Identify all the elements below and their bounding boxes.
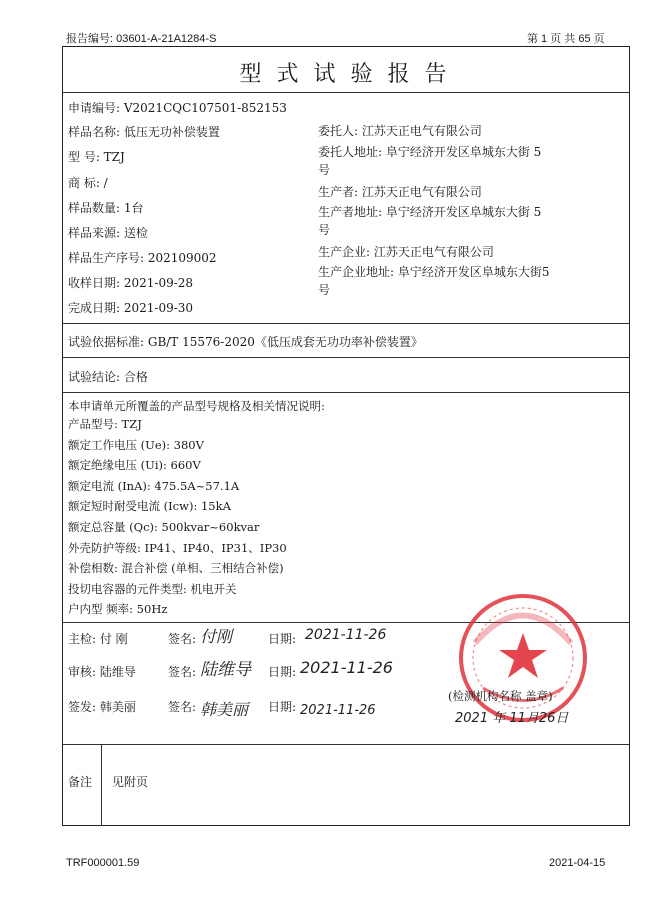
inspector: 主检: 付 刚 — [68, 632, 128, 646]
spec-line: 户内型 频率: 50Hz — [68, 602, 168, 617]
info-divider — [62, 323, 629, 324]
specs-list — [68, 416, 287, 622]
seal-date: 2021 年 11月26日 — [455, 711, 569, 726]
apply-number: 申请编号: V2021CQC107501-852153 — [68, 101, 287, 115]
spec-line: 额定电流 (InA): 475.5A~57.1A — [68, 478, 240, 493]
serial-number: 样品生产序号: 202109002 — [68, 251, 217, 265]
signature-divider — [62, 744, 629, 745]
spec-line: 额定绝缘电压 (Ui): 660V — [68, 458, 201, 473]
spec-line: 产品型号: TZJ — [68, 417, 142, 431]
producer-address: 生产者地址: 阜宁经济开发区阜城东大街 5 — [318, 205, 542, 219]
spec-line: 外壳防护等级: IP41、IP40、IP31、IP30 — [68, 540, 287, 555]
reviewer-signature: 陆维导 — [200, 660, 251, 680]
inspector-sign-label: 签名: — [168, 632, 197, 646]
client: 委托人: 江苏天正电气有限公司 — [318, 124, 482, 138]
reviewer-date: 2021-11-26 — [300, 658, 393, 677]
spec-line: 额定总容量 (Qc): 500kvar~60kvar — [68, 519, 260, 534]
form-date: 2021-04-15 — [549, 857, 606, 869]
spec-line: 额定工作电压 (Ue): 380V — [68, 437, 204, 452]
inspector-date-label: 日期: — [268, 632, 297, 646]
spec-line: 补偿相数: 混合补偿 (单相、三相结合补偿) — [68, 561, 284, 576]
producer: 生产者: 江苏天正电气有限公司 — [318, 185, 482, 199]
approver: 签发: 韩美丽 — [68, 700, 136, 714]
spec-line: 投切电容器的元件类型: 机电开关 — [68, 581, 237, 596]
model: 型 号: TZJ — [68, 150, 125, 164]
sample-name: 样品名称: 低压无功补偿装置 — [68, 125, 220, 139]
form-code: TRF000001.59 — [66, 857, 140, 869]
seal-caption: (检测机构名称 盖章) — [448, 689, 553, 703]
test-standard: 试验依据标准: GB/T 15576-2020《低压成套无功功率补偿装置》 — [68, 335, 423, 349]
notes-divider — [101, 744, 102, 825]
manufacturer-address: 生产企业地址: 阜宁经济开发区阜城东大街5 — [318, 265, 550, 279]
received-date: 收样日期: 2021-09-28 — [68, 276, 194, 290]
reviewer-sign-label: 签名: — [168, 665, 197, 679]
conclusion-divider — [62, 392, 629, 393]
completed-date: 完成日期: 2021-09-30 — [68, 301, 194, 315]
report-number: 报告编号: 03601-A-21A1284-S — [66, 33, 217, 45]
specs-intro: 本申请单元所覆盖的产品型号规格及相关情况说明: — [68, 399, 325, 413]
client-address: 委托人地址: 阜宁经济开发区阜城东大街 5 — [318, 145, 542, 159]
approver-signature: 韩美丽 — [200, 700, 249, 719]
inspector-signature: 付刚 — [200, 627, 233, 646]
spec-line: 额定短时耐受电流 (Icw): 15kA — [68, 499, 231, 514]
title-divider — [62, 92, 629, 93]
manufacturer-address-cont: 号 — [318, 283, 331, 297]
sample-quantity: 样品数量: 1台 — [68, 201, 144, 215]
reviewer: 审核: 陆维导 — [68, 665, 136, 679]
notes-text: 见附页 — [112, 775, 149, 789]
page-indicator: 第 1 页 共 65 页 — [527, 33, 605, 45]
notes-label: 备注 — [68, 775, 93, 789]
standard-divider — [62, 357, 629, 358]
approver-date: 2021-11-26 — [300, 703, 376, 718]
report-title: 型 式 试 验 报 告 — [239, 62, 451, 87]
client-address-cont: 号 — [318, 163, 331, 177]
manufacturer: 生产企业: 江苏天正电气有限公司 — [318, 245, 494, 259]
approver-sign-label: 签名: — [168, 700, 197, 714]
inspector-date: 2021-11-26 — [305, 627, 387, 643]
trademark: 商 标: / — [68, 176, 108, 190]
reviewer-date-label: 日期: — [268, 665, 297, 679]
producer-address-cont: 号 — [318, 223, 331, 237]
approver-date-label: 日期: — [268, 700, 297, 714]
sample-source: 样品来源: 送检 — [68, 226, 148, 240]
test-conclusion: 试验结论: 合格 — [68, 370, 148, 384]
